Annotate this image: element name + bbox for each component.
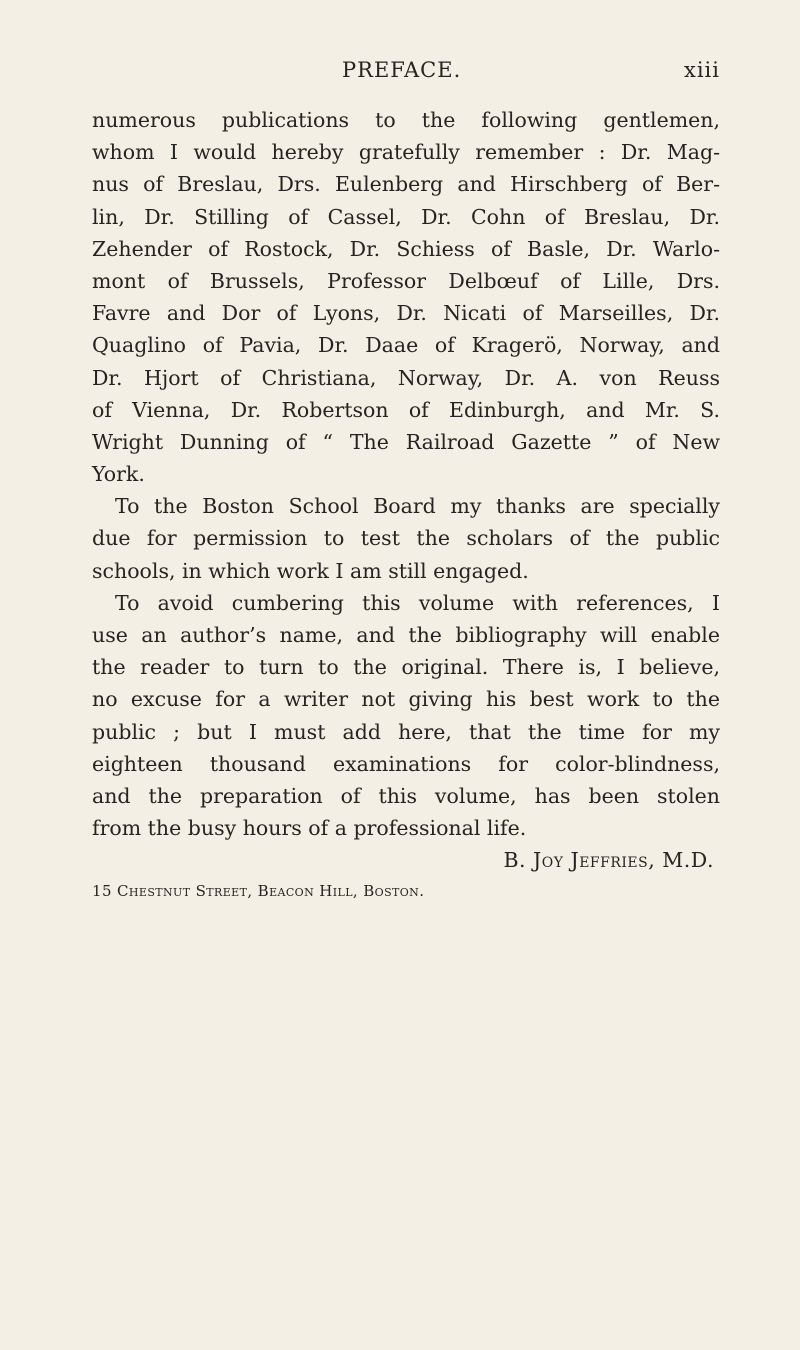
running-head-title: PREFACE.: [342, 58, 462, 82]
text-line: Zehender of Rostock, Dr. Schiess of Basle, Dr. Warlo-: [92, 236, 720, 261]
text-line: no excuse for a writer not giving his best work to the: [92, 687, 720, 712]
text-line: Wright Dunning of “ The Railroad Gazette ” of New: [92, 429, 720, 454]
paragraph-start-line: To the Boston School Board my thanks are specially: [115, 494, 720, 519]
text-line: numerous publications to the following gentlemen,: [92, 108, 720, 132]
running-head: [92, 58, 720, 88]
preface-body: [92, 104, 720, 905]
author-address: 15 Chestnut Street, Beacon Hill, Boston.: [92, 881, 425, 900]
text-line: and the preparation of this volume, has been stolen: [92, 783, 720, 808]
text-line: Quaglino of Pavia, Dr. Daae of Kragerö, Norway, and: [92, 333, 720, 358]
text-line: from the busy hours of a professional life.: [92, 816, 527, 841]
text-line: eighteen thousand examinations for color-blindness,: [92, 751, 720, 776]
text-line: York.: [92, 462, 145, 487]
text-line: nus of Breslau, Drs. Eulenberg and Hirschberg of Ber-: [92, 172, 720, 197]
text-line: due for permission to test the scholars of the public: [92, 526, 720, 551]
text-line: whom I would hereby gratefully remember : Dr. Mag-: [92, 140, 720, 165]
paragraph-start-line: To avoid cumbering this volume with references, I: [115, 590, 720, 615]
text-line: mont of Brussels, Professor Delbœuf of Lille, Drs.: [92, 268, 720, 293]
text-line: Dr. Hjort of Christiana, Norway, Dr. A. von Reuss: [92, 365, 720, 390]
text-line: Favre and Dor of Lyons, Dr. Nicati of Marseilles, Dr.: [92, 301, 720, 326]
text-line: of Vienna, Dr. Robertson of Edinburgh, and Mr. S.: [92, 397, 720, 422]
text-line: lin, Dr. Stilling of Cassel, Dr. Cohn of Breslau, Dr.: [92, 204, 720, 229]
text-line: schools, in which work I am still engaged.: [92, 558, 529, 583]
text-line: use an author’s name, and the bibliography will enable: [92, 623, 720, 647]
text-line: the reader to turn to the original. There is, I believe,: [92, 655, 720, 680]
page-number: xiii: [684, 58, 720, 82]
author-signature: B. Joy Jeffries, M.D.: [503, 848, 714, 873]
text-line: public ; but I must add here, that the time for my: [92, 719, 720, 744]
